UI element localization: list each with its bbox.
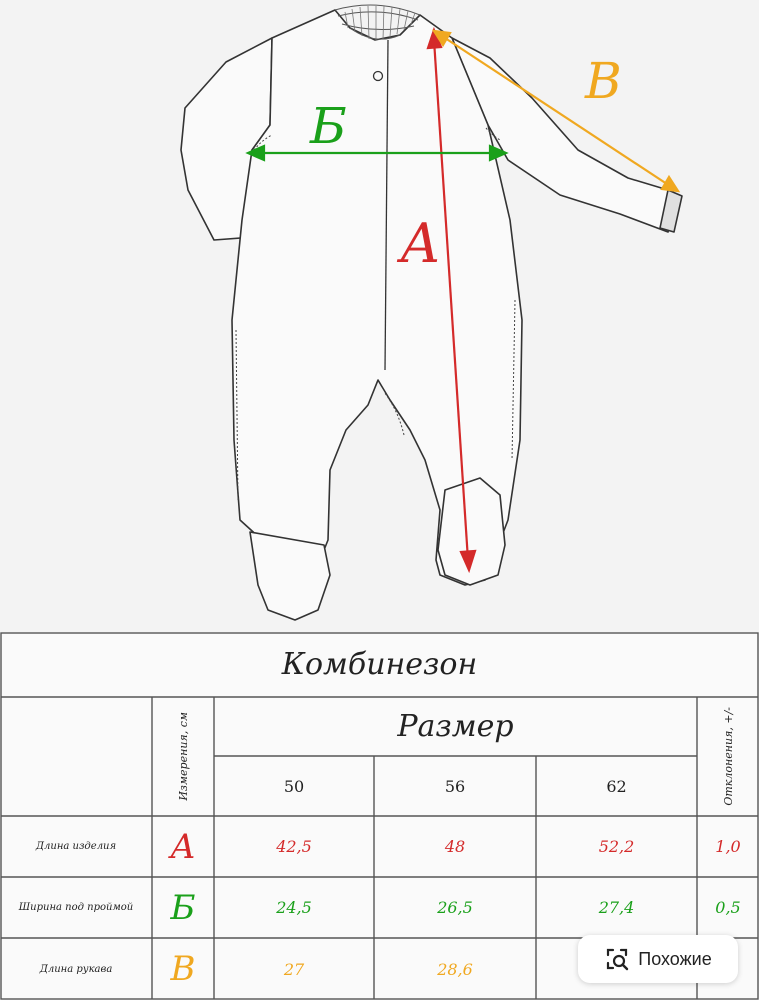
- image-search-icon: [604, 946, 630, 972]
- right-foot: [438, 478, 505, 585]
- size-header: Размер: [397, 709, 514, 744]
- value-a-62: 52,2: [598, 837, 635, 856]
- size-50: 50: [283, 776, 305, 796]
- value-a-56: 48: [444, 837, 466, 856]
- similar-images-button[interactable]: [578, 935, 738, 983]
- size-56: 56: [444, 776, 466, 796]
- label-b: Б: [310, 97, 347, 155]
- tolerance-header: Отклонения, +/-: [721, 707, 735, 806]
- row-label-b: Ширина под проймой: [18, 902, 134, 913]
- value-b-62: 27,4: [598, 898, 635, 917]
- row-label-a: Длина изделия: [35, 841, 117, 852]
- measure-header-cell: [152, 697, 214, 816]
- measure-header: Измерения, см: [176, 712, 190, 801]
- value-v-50: 27: [283, 959, 305, 979]
- row-label-v: Длина рукава: [39, 963, 113, 975]
- size-62: 62: [606, 776, 627, 796]
- value-b-56: 26,5: [437, 898, 473, 917]
- table-title: Комбинезон: [281, 647, 478, 682]
- row-letter-b: Б: [170, 887, 196, 928]
- left-foot: [250, 532, 330, 620]
- label-v: В: [585, 52, 622, 110]
- tolerance-b: 0,5: [715, 898, 741, 917]
- row-letter-a: А: [170, 826, 196, 867]
- tolerance-a: 1,0: [715, 837, 741, 856]
- value-b-50: 24,5: [276, 898, 312, 917]
- value-v-56: 28,6: [437, 959, 473, 979]
- similar-images-label: Похожие: [638, 948, 712, 969]
- label-a: А: [400, 212, 441, 275]
- row-letter-v: В: [170, 949, 196, 989]
- value-a-50: 42,5: [276, 837, 312, 856]
- tolerance-header-cell: [697, 697, 759, 816]
